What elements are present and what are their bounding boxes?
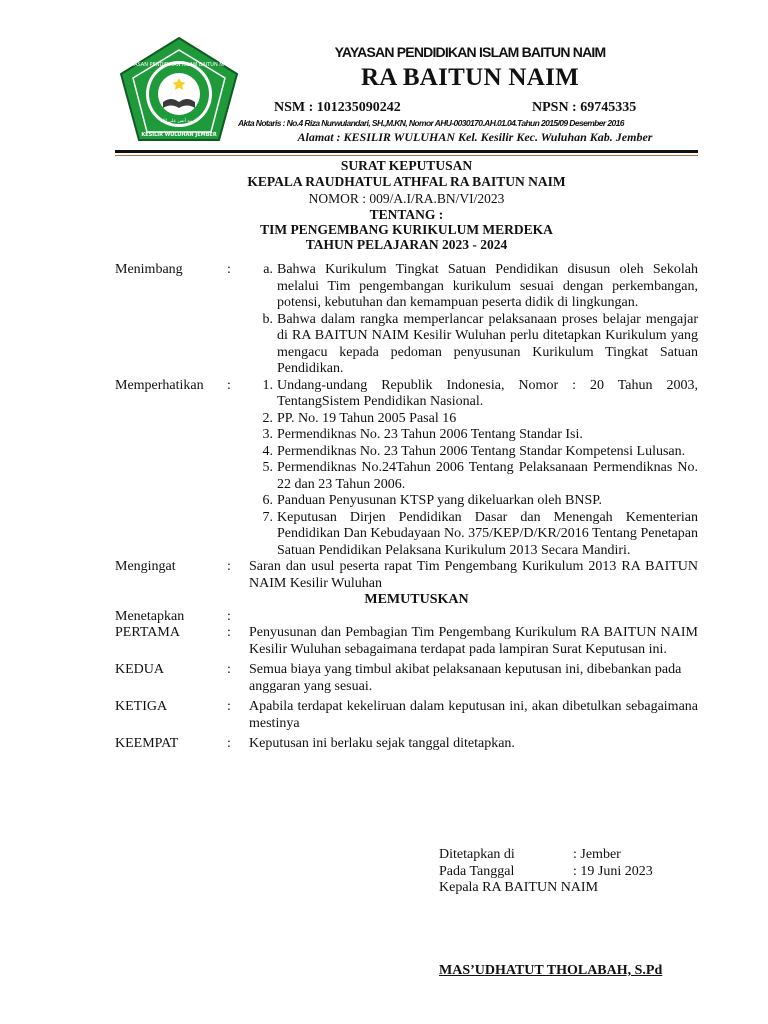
section-label: KETIGA <box>115 699 168 714</box>
date-value: : 19 Juni 2023 <box>573 863 653 879</box>
kedua-section <box>115 662 698 695</box>
list-item: 3. Permendiknas No. 23 Tahun 2006 Tentang Standar Isi. <box>262 427 583 442</box>
pertama-text: Penyusunan dan Pembagian Tim Pengembang Kurikulum RA BAITUN NAIM Kesilir Wuluhan sebagaimana terdapat pada lampiran Surat Keputusan ini. <box>249 625 698 657</box>
signer-position: Kepala RA BAITUN NAIM <box>439 880 599 895</box>
section-label: KEEMPAT <box>115 736 179 751</box>
colon: : <box>227 662 231 677</box>
list-item: 2. PP. No. 19 Tahun 2005 Pasal 16 <box>262 410 457 426</box>
colon: : <box>227 699 231 714</box>
ketiga-text: Apabila terdapat kekeliruan dalam keputusan ini, akan dibetulkan sebagaimana mestinya <box>249 699 698 731</box>
list-item: 4. Permendiknas No. 23 Tahun 2006 Tentang Standar Kompetensi Lulusan. <box>262 443 686 459</box>
doc-subject: TIM PENGEMBANG KURIKULUM MERDEKA <box>260 222 553 237</box>
keempat-text: Keputusan ini berlaku sejak tanggal ditetapkan. <box>249 736 515 751</box>
mengingat-text: Saran dan usul peserta rapat Tim Pengembang Kurikulum 2013 RA BAITUN NAIM Kesilir Wuluhan <box>249 559 698 591</box>
npsn: NPSN : 69745335 <box>532 100 637 115</box>
kedua-text-cont: anggaran yang sesuai. <box>249 678 373 694</box>
foundation-name: YAYASAN PENDIDIKAN ISLAM BAITUN NAIM <box>334 44 606 60</box>
place-label: Ditetapkan di <box>439 847 515 862</box>
list-item: 7. Keputusan Dirjen Pendidikan Dasar dan Menengah Kementerian Pendidikan Dan Kebudayaan No. 375/KEP/D/KR/2016 Tentang Penetapan Satuan Pendidikan Pelaksana Kurikulum 2013 Secara Mandiri. <box>262 509 698 558</box>
colon: : <box>227 377 231 393</box>
section-label: Memperhatikan <box>115 377 204 393</box>
colon: : <box>227 608 231 624</box>
menetapkan-section <box>115 609 698 626</box>
kedua-text: Semua biaya yang timbul akibat pelaksanaan keputusan ini, dibebankan pada <box>249 662 682 677</box>
colon: : <box>227 262 231 277</box>
date-label: Pada Tanggal <box>439 863 515 879</box>
logo-ring-text: YAYASAN PENDIDIKAN ISLAM BAITUN NAIM <box>125 62 233 68</box>
school-name: RA BAITUN NAIM <box>360 64 580 91</box>
header-rule <box>115 150 698 153</box>
memutuskan-heading: MEMUTUSKAN <box>364 592 469 607</box>
section-label: Mengingat <box>115 559 176 574</box>
section-label: PERTAMA <box>115 625 180 640</box>
address: Alamat : KESILIR WULUHAN Kel. Kesilir Kec. Wuluhan Kab. Jember <box>297 130 653 144</box>
signature-block <box>439 847 653 897</box>
section-label: Menetapkan <box>115 608 185 624</box>
akta-notaris: Akta Notaris : No.4 Riza Nurwulandari, SH.,M.KN, Nomor AHU-0030170.AH.01.04.Tahun 2015/09 Desember 2016 <box>238 118 624 128</box>
memperhatikan-section <box>115 378 698 560</box>
ketiga-section <box>115 699 698 732</box>
nsm: NSM : 101235090242 <box>274 100 401 115</box>
doc-year: TAHUN PELAJARAN 2023 - 2024 <box>305 237 508 252</box>
list-item: b. Bahwa dalam rangka memperlancar pelaksanaan proses belajar mengajar di RA BAITUN NAIM Kesilir Wuluhan perlu ditetapkan Kurikulum yang mengacu kepada pedoman penyusunan Kurikulum Tingkat Satuan Pendidikan. <box>262 311 698 376</box>
colon: : <box>227 559 231 574</box>
menimbang-section <box>115 262 698 378</box>
school-logo <box>119 36 239 146</box>
doc-tentang: TENTANG : <box>369 207 444 222</box>
doc-issuer: KEPALA RAUDHATUL ATHFAL RA BAITUN NAIM <box>247 174 566 189</box>
list-item: 6. Panduan Penyusunan KTSP yang dikeluarkan oleh BNSP. <box>262 493 602 508</box>
header-rule-thin <box>115 155 698 156</box>
section-label: KEDUA <box>115 662 164 677</box>
pertama-section <box>115 625 698 658</box>
place-value: : Jember <box>573 847 621 862</box>
list-item: 5. Permendiknas No.24Tahun 2006 Tentang Pelaksanaan Permendiknas No. 22 dan 23 Tahun 2006. <box>262 460 698 492</box>
section-label: Menimbang <box>115 262 183 277</box>
logo-bottom-text: KESILIR WULUHAN JEMBER <box>141 132 217 138</box>
list-item: 1. Undang-undang Republik Indonesia, Nomor : 20 Tahun 2003, TentangSistem Pendidikan Nasional. <box>262 377 698 409</box>
signer-name: MAS’UDHATUT THOLABAH, S.Pd <box>439 963 663 978</box>
keempat-section <box>115 736 698 753</box>
doc-number: NOMOR : 009/A.I/RA.BN/VI/2023 <box>308 191 505 206</box>
mengingat-section <box>115 559 698 592</box>
decree-body <box>115 262 698 753</box>
colon: : <box>227 625 231 640</box>
list-item: a. Bahwa Kurikulum Tingkat Satuan Pendidikan disusun oleh Sekolah melalui Tim pengembangan kurikulum sesuai dengan perkembangan, potensi, kebutuhan dan kemampuan peserta didik di lingkungan. <box>263 262 698 310</box>
logo-arabic-text: السيد أنس على الله <box>160 119 198 124</box>
colon: : <box>227 736 231 751</box>
doc-type: SURAT KEPUTUSAN <box>340 158 473 173</box>
